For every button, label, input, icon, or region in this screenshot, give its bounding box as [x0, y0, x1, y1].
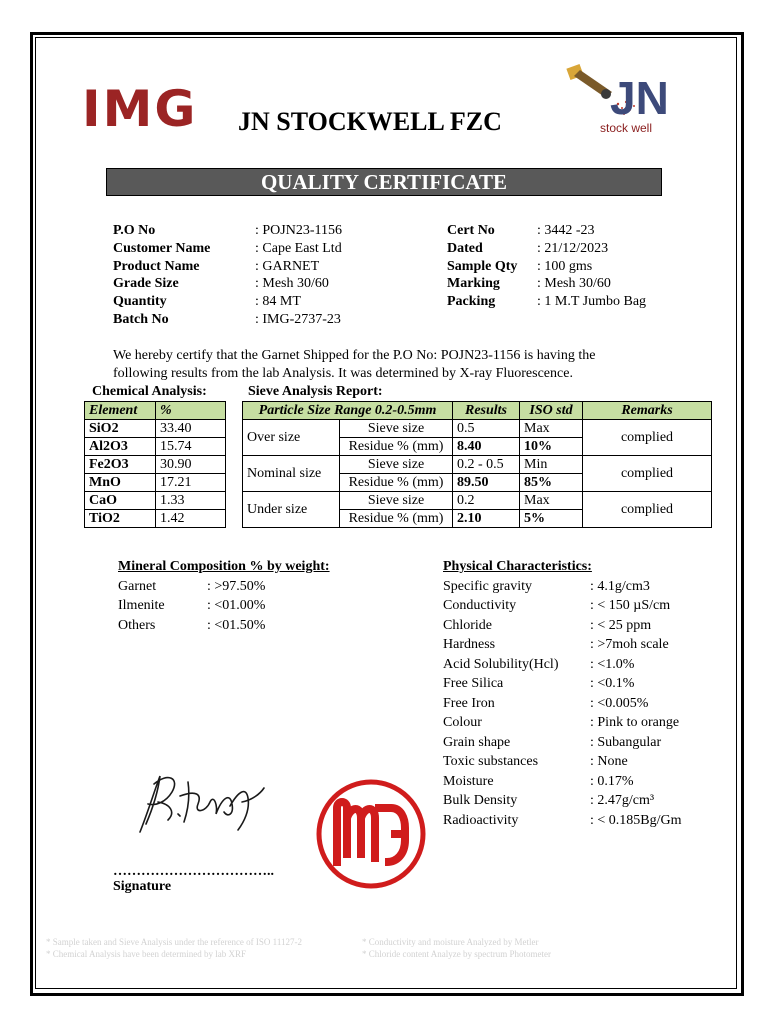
- info-row: [447, 222, 646, 240]
- jn-logo-tagline: stock well: [600, 121, 653, 135]
- jn-stockwell-logo: [566, 62, 676, 142]
- mineral-key: Garnet: [118, 578, 157, 594]
- physical-row: [443, 694, 682, 714]
- signature-line: ……………………………..: [113, 864, 274, 879]
- info-value: : Mesh 30/60: [255, 276, 329, 292]
- info-key: Quantity: [113, 294, 167, 310]
- physical-row: [443, 596, 682, 616]
- info-row: [447, 293, 646, 311]
- iso-cell: 85%: [520, 474, 583, 492]
- company-name: JN STOCKWELL FZC: [238, 107, 502, 136]
- physical-key: Bulk Density: [443, 793, 518, 808]
- physical-characteristics-title: Physical Characteristics:: [443, 559, 592, 574]
- info-row: [447, 275, 646, 293]
- measure-label-cell: Sieve size: [340, 456, 453, 474]
- iso-cell: Max: [520, 420, 583, 438]
- size-group-cell: Nominal size: [243, 456, 340, 492]
- info-value: : POJN23-1156: [255, 223, 342, 238]
- physical-row: [443, 655, 682, 675]
- img-logo: IMG: [82, 80, 198, 138]
- physical-key: Acid Solubility(Hcl): [443, 656, 559, 672]
- physical-value: : Subangular: [590, 734, 662, 750]
- info-key: Sample Qty: [447, 258, 518, 274]
- table-row: [85, 456, 226, 474]
- info-key: Customer Name: [113, 240, 211, 256]
- percent-cell: 1.33: [156, 492, 226, 510]
- sieve-analysis-table: [242, 401, 712, 528]
- jn-logo-letters: JN: [610, 72, 669, 124]
- info-value: : GARNET: [255, 258, 320, 274]
- result-cell: 0.2: [453, 492, 520, 510]
- element-cell: CaO: [85, 492, 156, 510]
- physical-row: [443, 635, 682, 655]
- info-row: [113, 275, 342, 293]
- measure-label-cell: Residue % (mm): [340, 474, 453, 492]
- iso-cell: 5%: [520, 510, 583, 528]
- company-seal-stamp: [315, 778, 427, 890]
- mineral-row: [118, 577, 330, 597]
- mineral-composition: [118, 557, 330, 635]
- physical-row: [443, 772, 682, 792]
- column-header: %: [156, 402, 226, 420]
- physical-key: Toxic substances: [443, 754, 539, 769]
- physical-row: [443, 674, 682, 694]
- footnote: * Chemical Analysis have been determined by lab XRF: [46, 949, 246, 959]
- info-value: : IMG-2737-23: [255, 311, 341, 327]
- percent-cell: 30.90: [156, 456, 226, 474]
- physical-key: Colour: [443, 715, 482, 730]
- size-group-cell: Under size: [243, 492, 340, 528]
- info-row: [113, 240, 342, 258]
- footnote: * Sample taken and Sieve Analysis under the reference of ISO 11127-2: [46, 937, 303, 947]
- physical-value: : 2.47g/cm³: [590, 793, 655, 808]
- table-row: [85, 510, 226, 528]
- table-row: [243, 492, 712, 510]
- percent-cell: 33.40: [156, 420, 226, 438]
- signature-label: Signature: [113, 879, 172, 894]
- info-row: [113, 293, 342, 311]
- physical-key: Conductivity: [443, 598, 517, 613]
- info-row: [113, 258, 342, 276]
- physical-value: : <1.0%: [590, 656, 635, 672]
- mineral-row: [118, 616, 330, 636]
- element-cell: Al2O3: [85, 438, 156, 456]
- mineral-value: : >97.50%: [207, 578, 266, 594]
- physical-value: : < 0.185Bg/Gm: [590, 812, 682, 828]
- remark-cell: complied: [583, 420, 712, 456]
- footnote: * Chloride content Analyze by spectrum Photometer: [362, 949, 551, 959]
- remark-cell: complied: [583, 456, 712, 492]
- info-key: Cert No: [447, 223, 495, 238]
- physical-value: : <0.005%: [590, 695, 649, 711]
- physical-row: [443, 733, 682, 753]
- physical-value: : None: [590, 754, 628, 769]
- info-key: Marking: [447, 276, 500, 292]
- physical-value: : 0.17%: [590, 773, 634, 789]
- percent-cell: 15.74: [156, 438, 226, 456]
- physical-key: Chloride: [443, 617, 492, 633]
- physical-key: Free Silica: [443, 676, 504, 691]
- order-info-right: [447, 222, 646, 311]
- measure-label-cell: Sieve size: [340, 492, 453, 510]
- info-key: Batch No: [113, 311, 169, 327]
- chemical-analysis-title: Chemical Analysis:: [92, 384, 207, 399]
- result-cell: 2.10: [453, 510, 520, 528]
- table-header-row: [85, 402, 226, 420]
- info-value: : Cape East Ltd: [255, 240, 342, 256]
- element-cell: TiO2: [85, 510, 156, 528]
- physical-key: Grain shape: [443, 734, 511, 750]
- info-value: : 21/12/2023: [537, 240, 609, 256]
- info-key: Packing: [447, 294, 496, 310]
- chemical-analysis-table: [84, 401, 226, 528]
- element-cell: SiO2: [85, 420, 156, 438]
- mineral-composition-title: Mineral Composition % by weight:: [118, 559, 330, 574]
- physical-value: : < 25 ppm: [590, 617, 652, 633]
- mineral-key: Others: [118, 617, 156, 633]
- mineral-value: : <01.50%: [207, 617, 266, 633]
- mineral-value: : <01.00%: [207, 598, 266, 613]
- physical-row: [443, 616, 682, 636]
- size-group-cell: Over size: [243, 420, 340, 456]
- result-cell: 89.50: [453, 474, 520, 492]
- physical-key: Free Iron: [443, 695, 495, 711]
- result-cell: 0.5: [453, 420, 520, 438]
- column-header: Remarks: [583, 402, 712, 420]
- footnotes-left: [46, 936, 302, 960]
- column-header: Results: [453, 402, 520, 420]
- sieve-analysis-title: Sieve Analysis Report:: [248, 384, 383, 399]
- physical-value: : <0.1%: [590, 676, 635, 691]
- physical-value: : >7moh scale: [590, 637, 669, 652]
- footnote: * Conductivity and moisture Analyzed by Metler: [362, 937, 539, 947]
- remark-cell: complied: [583, 492, 712, 528]
- column-header: Element: [85, 402, 156, 420]
- iso-cell: 10%: [520, 438, 583, 456]
- info-key: Dated: [447, 240, 483, 256]
- info-row: [113, 311, 342, 329]
- order-info-left: [113, 222, 342, 329]
- physical-key: Moisture: [443, 773, 494, 789]
- physical-row: [443, 577, 682, 597]
- table-row: [85, 420, 226, 438]
- physical-row: [443, 713, 682, 733]
- iso-cell: Max: [520, 492, 583, 510]
- physical-row: [443, 752, 682, 772]
- iso-cell: Min: [520, 456, 583, 474]
- percent-cell: 1.42: [156, 510, 226, 528]
- handwritten-signature: [118, 762, 278, 842]
- info-value: : 84 MT: [255, 294, 301, 310]
- column-header: ISO std: [520, 402, 583, 420]
- element-cell: Fe2O3: [85, 456, 156, 474]
- physical-value: : Pink to orange: [590, 715, 680, 730]
- table-row: [243, 456, 712, 474]
- table-row: [85, 474, 226, 492]
- mineral-row: [118, 596, 330, 616]
- physical-key: Specific gravity: [443, 578, 533, 594]
- column-header: Particle Size Range 0.2-0.5mm: [243, 402, 453, 420]
- info-key: P.O No: [113, 223, 156, 238]
- info-key: Product Name: [113, 258, 200, 274]
- info-value: : Mesh 30/60: [537, 276, 611, 292]
- table-header-row: [243, 402, 712, 420]
- info-value: : 1 M.T Jumbo Bag: [537, 294, 647, 310]
- physical-value: : < 150 µS/cm: [590, 598, 671, 613]
- info-value: : 100 gms: [537, 258, 593, 274]
- result-cell: 0.2 - 0.5: [453, 456, 520, 474]
- measure-label-cell: Residue % (mm): [340, 510, 453, 528]
- measure-label-cell: Residue % (mm): [340, 438, 453, 456]
- info-row: [113, 222, 342, 240]
- certify-paragraph: We hereby certify that the Garnet Shipped for the P.O No: POJN23-1156 is having the following results from the lab Analysis. It was determined by X-ray Fluorescence.: [113, 348, 596, 381]
- info-key: Grade Size: [113, 276, 179, 292]
- physical-key: Hardness: [443, 637, 496, 652]
- table-row: [85, 492, 226, 510]
- quality-certificate-banner: QUALITY CERTIFICATE: [106, 168, 662, 196]
- result-cell: 8.40: [453, 438, 520, 456]
- physical-key: Radioactivity: [443, 812, 519, 828]
- physical-value: : 4.1g/cm3: [590, 578, 650, 594]
- info-value: : 3442 -23: [537, 223, 595, 238]
- table-row: [85, 438, 226, 456]
- physical-row: [443, 811, 682, 831]
- table-row: [243, 420, 712, 438]
- footnotes-right: [362, 936, 551, 960]
- physical-characteristics: [443, 557, 682, 830]
- info-row: [447, 258, 646, 276]
- info-row: [447, 240, 646, 258]
- element-cell: MnO: [85, 474, 156, 492]
- mineral-key: Ilmenite: [118, 598, 165, 613]
- percent-cell: 17.21: [156, 474, 226, 492]
- physical-row: [443, 791, 682, 811]
- measure-label-cell: Sieve size: [340, 420, 453, 438]
